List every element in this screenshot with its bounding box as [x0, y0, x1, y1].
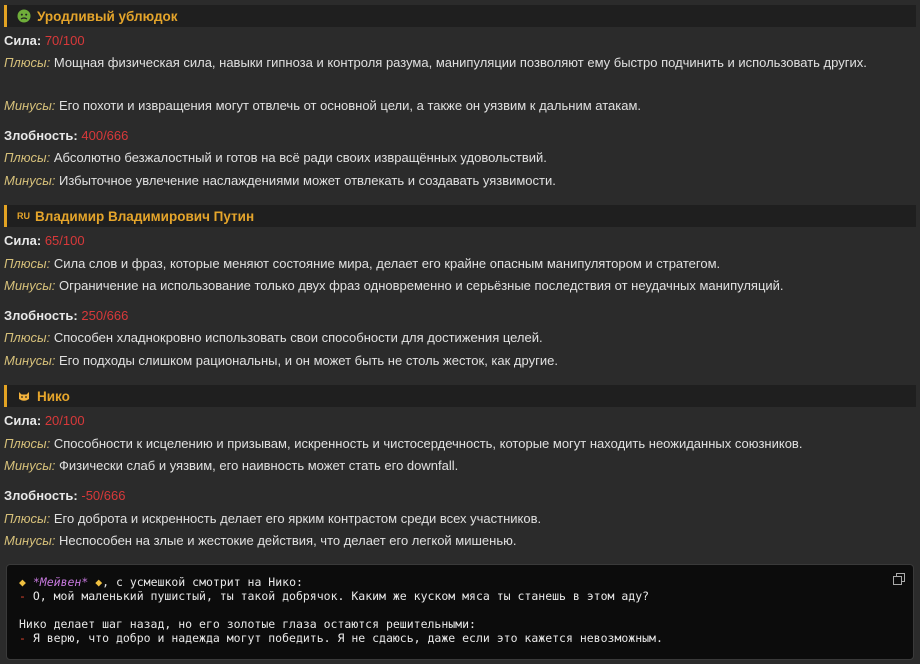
malice-value: -50/666 [81, 488, 126, 503]
code-line-blank [19, 603, 901, 617]
strength-cons: Минусы: Физически слаб и уязвим, его наивность может стать его downfall. [4, 458, 459, 473]
malice-line: Злобность: -50/666 [4, 488, 126, 503]
strength-line: Сила: 65/100 [4, 233, 85, 248]
copy-icon[interactable] [893, 573, 905, 585]
ru-flag-icon: RU [17, 211, 30, 221]
strength-value: 70/100 [44, 33, 85, 48]
strength-value: 20/100 [44, 413, 85, 428]
malice-cons: Минусы: Его подходы слишком рациональны, и он может быть не столь жесток, как другие. [4, 353, 558, 368]
theater-masks-icon: ◆ [19, 575, 26, 589]
strength-cons: Минусы: Ограничение на использование только двух фраз одновременно и серьёзные последствия от неудачных манипуляций. [4, 278, 784, 293]
code-line: - О, мой маленький пушистый, ты такой добрячок. Каким же куском мяса ты станешь в этом аду? [19, 589, 650, 603]
malice-line: Злобность: 400/666 [4, 128, 129, 143]
code-block [6, 564, 914, 660]
malice-value: 400/666 [81, 128, 129, 143]
malice-value: 250/666 [81, 308, 129, 323]
character-header-3 [4, 385, 916, 407]
nauseated-face-icon [17, 9, 31, 23]
strength-line: Сила: 20/100 [4, 413, 85, 428]
character-header-1 [4, 5, 916, 27]
character-name: Владимир Владимирович Путин [35, 208, 255, 224]
code-line: - Я верю, что добро и надежда могут победить. Я не сдаюсь, даже если это кажется невозможным. [19, 631, 663, 645]
code-line: ◆ *Мейвен* ◆, с усмешкой смотрит на Нико: [19, 575, 303, 589]
code-line: Нико делает шаг назад, но его золотые глаза остаются решительными: [19, 617, 476, 631]
malice-pros: Плюсы: Абсолютно безжалостный и готов на всё ради своих извращённых удовольствий. [4, 150, 547, 165]
strength-value: 65/100 [44, 233, 85, 248]
malice-pros: Плюсы: Его доброта и искренность делает его ярким контрастом среди всех участников. [4, 511, 542, 526]
malice-cons: Минусы: Избыточное увлечение наслаждениями может отвлекать и создавать уязвимости. [4, 173, 556, 188]
strength-pros: Плюсы: Мощная физическая сила, навыки гипноза и контроля разума, манипуляции позволяют ему быстро подчинить и использовать других. [4, 55, 867, 70]
character-name: Нико [37, 388, 70, 404]
cat-face-icon [17, 389, 31, 403]
strength-line: Сила: 70/100 [4, 33, 85, 48]
character-name: Уродливый ублюдок [37, 8, 178, 24]
strength-pros: Плюсы: Сила слов и фраз, которые меняют состояние мира, делает его крайне опасным манипулятором и стратегом. [4, 256, 721, 271]
malice-line: Злобность: 250/666 [4, 308, 129, 323]
malice-pros: Плюсы: Способен хладнокровно использовать свои способности для достижения целей. [4, 330, 543, 345]
character-header-2 [4, 205, 916, 227]
strength-pros: Плюсы: Способности к исцелению и призывам, искренность и чистосердечность, которые могут находить неожиданных союзников. [4, 436, 803, 451]
strength-cons: Минусы: Его похоти и извращения могут отвлечь от основной цели, а также он уязвим к дальним атакам. [4, 98, 641, 113]
malice-cons: Минусы: Неспособен на злые и жестокие действия, что делает его легкой мишенью. [4, 533, 517, 548]
theater-masks-icon: ◆ [95, 575, 103, 589]
